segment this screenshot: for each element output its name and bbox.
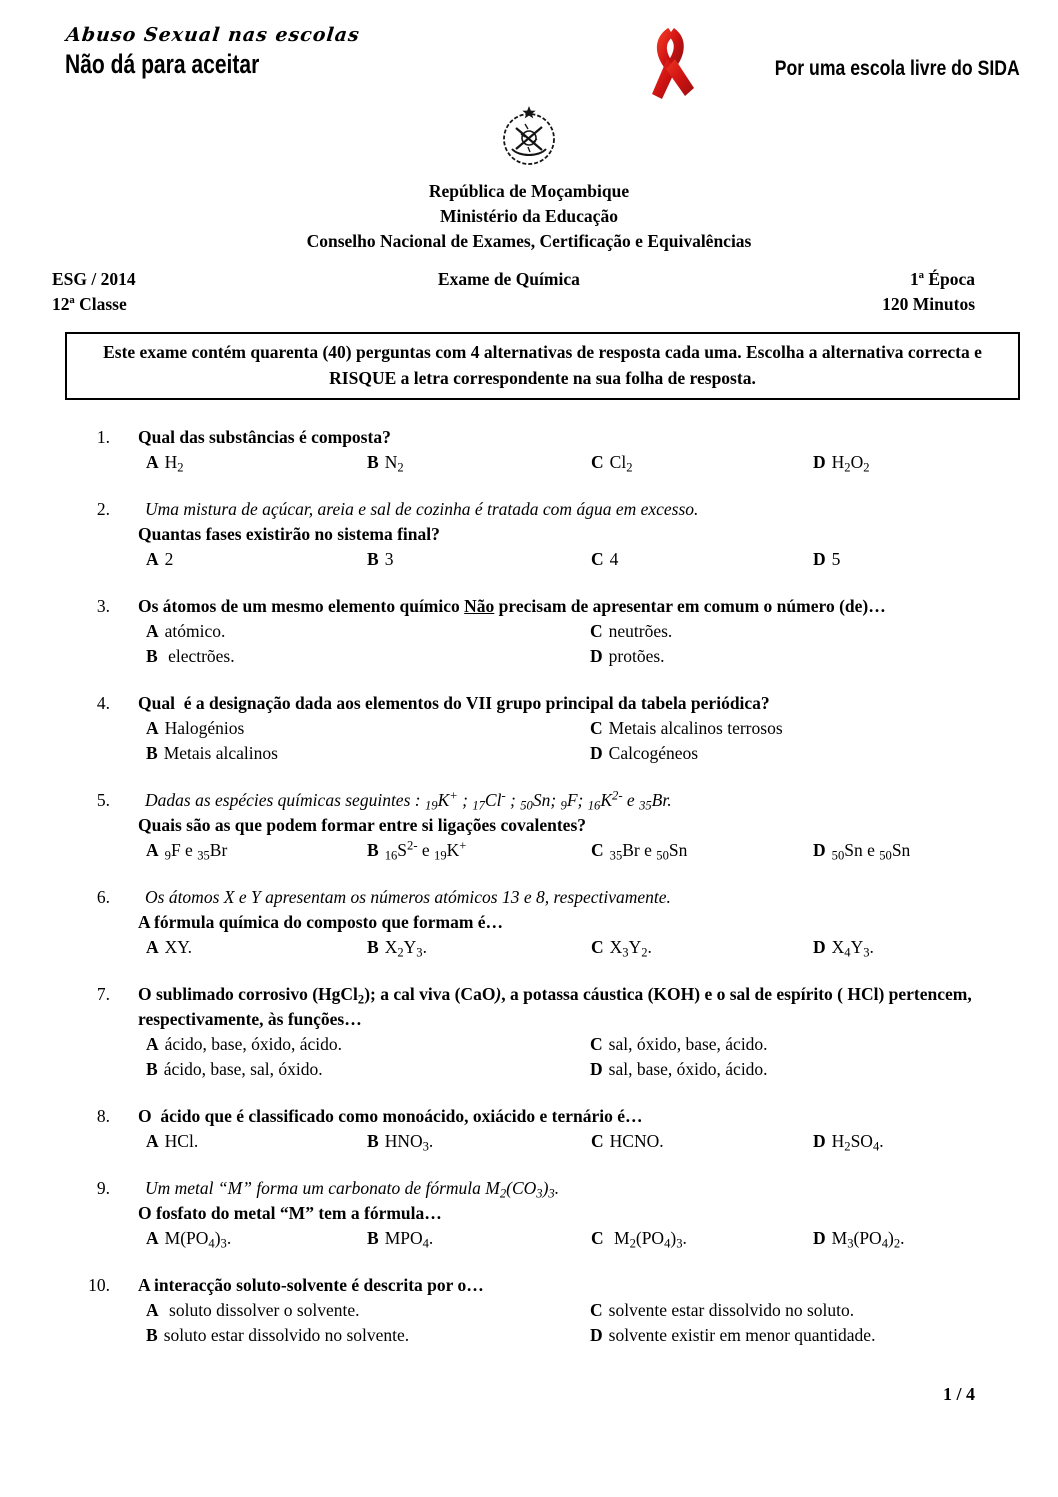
aids-ribbon-icon bbox=[635, 24, 707, 104]
option-a bbox=[146, 935, 367, 960]
option-b bbox=[367, 450, 591, 475]
question-intro: Um metal “M” forma um carbonato de fórmula $M_2(CO_3)_3$. bbox=[145, 1178, 560, 1201]
exam-code: ESG / 2014 bbox=[52, 269, 136, 289]
question-options bbox=[138, 450, 1018, 475]
ministry-title: Ministério da Educação bbox=[440, 206, 618, 226]
question-prompt: Quais são as que podem formar entre si ligações covalentes? bbox=[138, 815, 587, 835]
council-title: Conselho Nacional de Exames, Certificação e Equivalências bbox=[306, 231, 752, 251]
question-number: 6. bbox=[96, 887, 110, 907]
option-text: 2 bbox=[164, 549, 174, 569]
option-letter: B bbox=[146, 1059, 158, 1079]
aids-campaign-block bbox=[635, 24, 1020, 104]
question-prompt: O ácido que é classificado como monoácido, oxiácido e ternário é… bbox=[138, 1106, 643, 1126]
option-b bbox=[146, 741, 590, 766]
option-text: 5 bbox=[831, 549, 841, 569]
option-text: $H_2SO_4$. bbox=[831, 1131, 884, 1154]
option-d bbox=[813, 1226, 1018, 1251]
option-d bbox=[590, 1323, 1018, 1348]
option-letter: D bbox=[813, 840, 826, 860]
option-letter: B bbox=[367, 937, 379, 957]
option-c bbox=[590, 619, 1018, 644]
option-c bbox=[591, 838, 813, 863]
option-text: protões. bbox=[608, 646, 665, 666]
option-a bbox=[146, 619, 590, 644]
exam-duration: 120 Minutos bbox=[882, 294, 975, 314]
option-letter: A bbox=[146, 937, 159, 957]
option-text: sal, base, óxido, ácido. bbox=[608, 1059, 768, 1079]
option-letter: A bbox=[146, 621, 159, 641]
question-number: 10. bbox=[88, 1275, 110, 1295]
question-prompt: Quantas fases existirão no sistema final? bbox=[138, 524, 440, 544]
option-d bbox=[590, 644, 1018, 669]
option-b bbox=[146, 1057, 590, 1082]
option-letter: A bbox=[146, 840, 159, 860]
option-letter: A bbox=[146, 1228, 159, 1248]
question-options bbox=[138, 547, 1018, 572]
question-number: 3. bbox=[96, 596, 110, 616]
question-body bbox=[138, 425, 1018, 475]
question-options bbox=[138, 1298, 1018, 1348]
question-body bbox=[138, 788, 1018, 863]
option-letter: C bbox=[591, 452, 604, 472]
option-text: atómico. bbox=[164, 621, 226, 641]
question bbox=[52, 691, 1018, 766]
campaign-slogans bbox=[65, 24, 359, 80]
option-a bbox=[146, 1032, 590, 1057]
government-header bbox=[0, 104, 1058, 254]
option-letter: A bbox=[146, 718, 159, 738]
option-text: $M_3(PO_4)_2$. bbox=[831, 1228, 905, 1251]
exam-meta-left bbox=[52, 267, 136, 317]
option-text: Metais alcalinos terrosos bbox=[608, 718, 783, 738]
option-text: XY. bbox=[164, 937, 193, 957]
option-letter: C bbox=[590, 1034, 603, 1054]
option-letter: D bbox=[590, 1059, 603, 1079]
question-prompt: O fosfato do metal “M” tem a fórmula… bbox=[138, 1203, 442, 1223]
option-text: $HNO_3$. bbox=[384, 1131, 434, 1154]
option-a bbox=[146, 716, 590, 741]
question-prompt: Qual é a designação dada aos elementos do VII grupo principal da tabela periódica? bbox=[138, 693, 770, 713]
option-text: soluto dissolver o solvente. bbox=[164, 1300, 360, 1320]
option-c bbox=[590, 1032, 1018, 1057]
option-c bbox=[590, 1298, 1018, 1323]
option-letter: C bbox=[590, 718, 603, 738]
option-text: neutrões. bbox=[608, 621, 673, 641]
question-body bbox=[138, 497, 1018, 572]
exam-grade: 12ª Classe bbox=[52, 294, 127, 314]
question-prompt: A fórmula química do composto que formam é… bbox=[138, 912, 504, 932]
option-text: solvente estar dissolvido no soluto. bbox=[608, 1300, 855, 1320]
option-b bbox=[367, 838, 591, 863]
option-a bbox=[146, 547, 367, 572]
question bbox=[52, 788, 1018, 863]
question-intro: Uma mistura de açúcar, areia e sal de cozinha é tratada com água em excesso. bbox=[145, 499, 699, 519]
option-text: HCl. bbox=[164, 1131, 199, 1151]
question-number: 7. bbox=[96, 984, 110, 1004]
option-c bbox=[591, 1226, 813, 1251]
exam-meta-right bbox=[882, 267, 975, 317]
question-options bbox=[138, 1129, 1018, 1154]
question-options bbox=[138, 619, 1018, 669]
option-a bbox=[146, 450, 367, 475]
question-prompt: O sublimado corrosivo (HgCl$_2$); a cal viva (CaO), a potassa cáustica (KOH) e o sal de espírito ( HCl) pertencem, respectivamente, às funções… bbox=[138, 984, 972, 1029]
question-number: 9. bbox=[96, 1178, 110, 1198]
option-text: $X_2Y_3$. bbox=[384, 937, 427, 960]
instructions-box: Este exame contém quarenta (40) perguntas com 4 alternativas de resposta cada uma. Escolha a alternativa correcta e RISQUE a letra correspondente na sua folha de resposta. bbox=[65, 332, 1020, 400]
question-options bbox=[138, 935, 1018, 960]
question bbox=[52, 594, 1018, 669]
option-letter: B bbox=[367, 549, 379, 569]
option-d bbox=[813, 547, 1018, 572]
exam-meta bbox=[0, 254, 1058, 317]
option-letter: D bbox=[590, 743, 603, 763]
option-b bbox=[367, 935, 591, 960]
option-text: Calcogéneos bbox=[608, 743, 699, 763]
option-text: $H_2O_2$ bbox=[831, 452, 870, 475]
option-letter: C bbox=[590, 1300, 603, 1320]
question-intro: Os átomos X e Y apresentam os números atómicos 13 e 8, respectivamente. bbox=[145, 887, 671, 907]
option-text: soluto estar dissolvido no solvente. bbox=[163, 1325, 410, 1345]
option-d bbox=[813, 450, 1018, 475]
option-text: ácido, base, sal, óxido. bbox=[163, 1059, 323, 1079]
option-letter: C bbox=[591, 1131, 604, 1151]
option-b bbox=[367, 1129, 591, 1154]
question-prompt: Os átomos de um mesmo elemento químico Não precisam de apresentar em comum o número (de)… bbox=[138, 596, 886, 616]
masthead bbox=[0, 0, 1058, 104]
option-letter: B bbox=[146, 743, 158, 763]
country-title: República de Moçambique bbox=[428, 181, 630, 201]
option-letter: A bbox=[146, 549, 159, 569]
option-b bbox=[146, 1323, 590, 1348]
option-text: Halogénios bbox=[164, 718, 245, 738]
question bbox=[52, 425, 1018, 475]
option-letter: D bbox=[813, 1131, 826, 1151]
option-d bbox=[590, 1057, 1018, 1082]
question-body bbox=[138, 982, 1018, 1082]
question-options bbox=[138, 716, 1018, 766]
question bbox=[52, 982, 1018, 1082]
question-prompt: A interacção soluto-solvente é descrita por o… bbox=[138, 1275, 484, 1295]
option-a bbox=[146, 1226, 367, 1251]
option-text: $X_4Y_3$. bbox=[831, 937, 874, 960]
option-c bbox=[590, 716, 1018, 741]
option-a bbox=[146, 1298, 590, 1323]
exam-title: Exame de Química bbox=[437, 269, 580, 289]
option-d bbox=[813, 935, 1018, 960]
option-text: 3 bbox=[384, 549, 394, 569]
option-letter: B bbox=[146, 1325, 158, 1345]
question bbox=[52, 1273, 1018, 1348]
question-number: 2. bbox=[96, 499, 110, 519]
option-letter: D bbox=[813, 937, 826, 957]
option-d bbox=[813, 1129, 1018, 1154]
question-body bbox=[138, 885, 1018, 960]
option-text: $_{16}S^{2-}$ e $_{19}$K+ bbox=[384, 838, 467, 863]
option-letter: D bbox=[813, 452, 826, 472]
aids-campaign-label: Por uma escola livre do SIDA bbox=[775, 55, 1020, 80]
question-options bbox=[138, 1032, 1018, 1082]
option-b bbox=[146, 644, 590, 669]
question bbox=[52, 1176, 1018, 1251]
question-body bbox=[138, 1176, 1018, 1251]
option-c bbox=[591, 547, 813, 572]
option-letter: C bbox=[591, 1228, 604, 1248]
campaign-slogan-bold: Não dá para aceitar bbox=[65, 49, 260, 79]
option-text: $H_2$ bbox=[164, 452, 184, 475]
question-body bbox=[138, 1104, 1018, 1154]
option-letter: D bbox=[813, 1228, 826, 1248]
option-text: $MPO_4$. bbox=[384, 1228, 434, 1251]
question-number: 8. bbox=[96, 1106, 110, 1126]
option-letter: B bbox=[367, 1131, 379, 1151]
option-d bbox=[590, 741, 1018, 766]
question-options bbox=[138, 838, 1018, 863]
option-letter: D bbox=[813, 549, 826, 569]
option-text: $_{50}$Sn e $_{50}$Sn bbox=[831, 840, 911, 863]
mozambique-emblem-icon bbox=[499, 104, 559, 168]
option-c bbox=[591, 1129, 813, 1154]
option-text: $Cl_2$ bbox=[609, 452, 633, 475]
option-letter: C bbox=[590, 621, 603, 641]
question-body bbox=[138, 1273, 1018, 1348]
option-text: $M_2(PO_4)_3$. bbox=[609, 1228, 687, 1251]
option-text: ácido, base, óxido, ácido. bbox=[164, 1034, 343, 1054]
exam-epoch: 1ª Época bbox=[909, 269, 975, 289]
option-letter: A bbox=[146, 452, 159, 472]
option-letter: A bbox=[146, 1300, 159, 1320]
option-letter: D bbox=[590, 646, 603, 666]
page-number: 1 / 4 bbox=[942, 1384, 975, 1404]
option-letter: A bbox=[146, 1131, 159, 1151]
question bbox=[52, 497, 1018, 572]
option-letter: B bbox=[367, 452, 379, 472]
option-letter: B bbox=[367, 840, 379, 860]
option-letter: A bbox=[146, 1034, 159, 1054]
question bbox=[52, 885, 1018, 960]
option-a bbox=[146, 1129, 367, 1154]
option-text: sal, óxido, base, ácido. bbox=[608, 1034, 768, 1054]
option-c bbox=[591, 935, 813, 960]
option-letter: C bbox=[591, 840, 604, 860]
question-number: 1. bbox=[96, 427, 110, 447]
option-letter: B bbox=[146, 646, 158, 666]
option-text: 4 bbox=[609, 549, 619, 569]
option-text: $X_3Y_2$. bbox=[609, 937, 652, 960]
question-prompt: Qual das substâncias é composta? bbox=[138, 427, 391, 447]
question-intro: Dadas as espécies químicas seguintes : $_{19}$K+ ; $_{17}$Cl- ; $_{50}$Sn; $_9$F; $_{16}K^{2-}$ e $_{35}$Br. bbox=[145, 788, 672, 813]
question-options bbox=[138, 1226, 1018, 1251]
option-text: $_9$F e $_{35}$Br bbox=[164, 840, 228, 863]
option-text: $M(PO_4)_3$. bbox=[164, 1228, 232, 1251]
question-body bbox=[138, 594, 1018, 669]
questions-list bbox=[0, 400, 1058, 1348]
option-a bbox=[146, 838, 367, 863]
question bbox=[52, 1104, 1018, 1154]
option-text: solvente existir em menor quantidade. bbox=[608, 1325, 876, 1345]
option-letter: C bbox=[591, 937, 604, 957]
option-c bbox=[591, 450, 813, 475]
option-letter: C bbox=[591, 549, 604, 569]
campaign-slogan-script: Abuso Sexual nas escolas bbox=[65, 24, 361, 46]
option-letter: B bbox=[367, 1228, 379, 1248]
option-text: $_{35}$Br e $_{50}$Sn bbox=[609, 840, 688, 863]
option-b bbox=[367, 547, 591, 572]
question-number: 4. bbox=[96, 693, 110, 713]
option-text: Metais alcalinos bbox=[163, 743, 278, 763]
question-number: 5. bbox=[96, 790, 110, 810]
option-text: HCNO. bbox=[609, 1131, 664, 1151]
option-b bbox=[367, 1226, 591, 1251]
question-body bbox=[138, 691, 1018, 766]
option-text: $N_2$ bbox=[384, 452, 404, 475]
option-letter: D bbox=[590, 1325, 603, 1345]
option-d bbox=[813, 838, 1018, 863]
option-text: electrões. bbox=[163, 646, 235, 666]
